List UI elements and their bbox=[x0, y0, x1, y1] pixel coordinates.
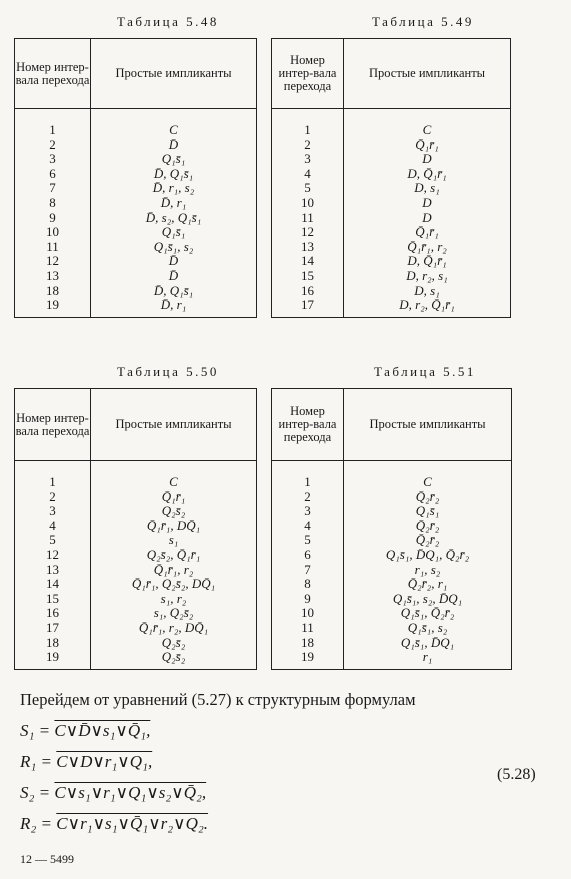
interval-number: 6 bbox=[304, 546, 311, 562]
equation-number: (5.28) bbox=[497, 766, 536, 783]
formula-lhs: S₂ bbox=[20, 783, 35, 802]
interval-number: 12 bbox=[301, 224, 314, 240]
implicant-cell: Q̄₁r̄₁, Q₂s̄₂, DQ̄₁ bbox=[131, 576, 216, 592]
interval-number: 1 bbox=[304, 122, 311, 137]
implicant-cell: Q₁s̄₁ bbox=[161, 151, 186, 167]
table-title: Таблица 5.48 bbox=[117, 14, 219, 29]
implicant-cell: D̄, s₂, Q₁s̄₁ bbox=[145, 209, 202, 225]
interval-number: 16 bbox=[46, 605, 59, 621]
formula-lhs: R₂ bbox=[20, 814, 37, 833]
column-header-interval: Номер интер-вала перехода bbox=[272, 39, 344, 109]
interval-number: 15 bbox=[301, 267, 314, 283]
interval-numbers bbox=[272, 461, 343, 669]
interval-number: 15 bbox=[46, 590, 59, 606]
column-header-implicants: Простые импликанты bbox=[344, 39, 511, 109]
interval-number: 18 bbox=[301, 634, 314, 650]
formula-s1: S₁ = C∨D̄∨s₁∨Q̄₁, bbox=[20, 721, 151, 740]
interval-number: 9 bbox=[304, 590, 311, 606]
interval-number: 18 bbox=[46, 634, 59, 650]
implicant-cell: D, Q̄₁r̄₁ bbox=[407, 253, 447, 269]
interval-number: 2 bbox=[304, 488, 311, 504]
implicant-cell: D bbox=[422, 194, 432, 210]
interval-number: 10 bbox=[301, 194, 314, 210]
implicant-cell: Q̄₁r̄₁, r₂ bbox=[153, 561, 194, 577]
implicant-cell: s₁, r₂ bbox=[160, 590, 187, 606]
implicant-cell: Q̄₂r̄₂ bbox=[415, 532, 440, 548]
implicant-cell: D̄, r₁ bbox=[160, 194, 187, 210]
column-header-interval: Номер интер-вала перехода bbox=[15, 39, 91, 109]
interval-number: 3 bbox=[49, 503, 56, 519]
interval-number: 1 bbox=[49, 122, 56, 137]
column-header-implicants: Простые импликанты bbox=[91, 39, 257, 109]
implicant-cell: Q̄₂r̄₂ bbox=[415, 488, 440, 504]
formula-r1: R₁ = C∨D∨r₁∨Q₁, bbox=[20, 752, 153, 771]
interval-number: 10 bbox=[46, 224, 59, 240]
implicant-cell: D̄, Q₁s̄₁ bbox=[153, 165, 194, 181]
formula-lhs: S₁ bbox=[20, 721, 35, 740]
interval-number: 8 bbox=[304, 576, 311, 592]
implicant-cell: D bbox=[422, 209, 432, 225]
page-footer: 12 — 5499 bbox=[20, 852, 74, 866]
interval-number: 6 bbox=[49, 165, 56, 181]
formula-s2: S₂ = C∨s₁∨r₁∨Q₁∨s₂∨Q̄₂, bbox=[20, 783, 207, 802]
formula-rhs: C∨r₁∨s₁∨Q̄₁∨r₂∨Q₂. bbox=[56, 814, 209, 833]
interval-number: 7 bbox=[49, 180, 56, 196]
interval-number: 11 bbox=[46, 238, 59, 254]
implicant-cell: D, s₁ bbox=[414, 180, 440, 196]
interval-numbers bbox=[15, 461, 90, 669]
interval-number: 3 bbox=[304, 151, 311, 167]
interval-number: 19 bbox=[301, 649, 314, 665]
interval-number: 1 bbox=[304, 474, 311, 489]
interval-number: 5 bbox=[49, 532, 56, 548]
implicant-cell: D̄ bbox=[168, 253, 179, 269]
implicant-cell: Q̄₁r̄₁ bbox=[415, 136, 439, 152]
implicant-cell: s₁ bbox=[168, 532, 179, 548]
interval-number: 17 bbox=[46, 619, 59, 635]
implicant-cell: Q̄₁r̄₁ bbox=[415, 224, 439, 240]
interval-number: 12 bbox=[46, 253, 59, 269]
implicants-table bbox=[271, 388, 512, 670]
table-title: Таблица 5.51 bbox=[374, 364, 476, 379]
interval-number: 19 bbox=[46, 649, 59, 665]
interval-number: 12 bbox=[46, 546, 59, 562]
implicant-cell: Q₁s̄₁, Q̄₂r̄₂ bbox=[400, 605, 455, 621]
implicant-cell: Q̄₂r̄₂, r₁ bbox=[407, 576, 448, 592]
implicant-cell: Q₁s̄₁, s₂, D̄Q₁ bbox=[392, 590, 463, 606]
interval-number: 16 bbox=[301, 282, 314, 298]
table-title: Таблица 5.49 bbox=[372, 14, 474, 29]
implicant-cell: D, r₂, s₁ bbox=[406, 267, 448, 283]
interval-number: 2 bbox=[49, 488, 56, 504]
interval-number: 18 bbox=[46, 282, 59, 298]
implicant-cell: C bbox=[169, 474, 178, 489]
interval-number: 2 bbox=[304, 136, 311, 152]
interval-number: 9 bbox=[49, 209, 56, 225]
implicant-cell: D, Q̄₁r̄₁ bbox=[407, 165, 447, 181]
formula-lhs: R₁ bbox=[20, 752, 37, 771]
implicant-list bbox=[344, 461, 511, 669]
interval-number: 13 bbox=[46, 267, 59, 283]
interval-number: 10 bbox=[301, 605, 314, 621]
interval-number: 13 bbox=[301, 238, 314, 254]
implicants-table bbox=[14, 38, 257, 318]
implicant-list bbox=[344, 109, 510, 317]
implicant-cell: Q̄₂r̄₂ bbox=[415, 517, 440, 533]
interval-number: 11 bbox=[301, 209, 314, 225]
interval-numbers bbox=[15, 109, 90, 317]
implicant-cell: D bbox=[422, 151, 432, 167]
implicant-list bbox=[91, 109, 256, 317]
interval-number: 5 bbox=[304, 180, 311, 196]
interval-numbers bbox=[272, 109, 343, 317]
implicant-cell: Q₂s̄₂ bbox=[161, 649, 186, 665]
implicant-cell: C bbox=[422, 122, 432, 137]
interval-number: 4 bbox=[49, 517, 56, 533]
implicant-cell: Q₂s̄₂ bbox=[161, 634, 186, 650]
interval-number: 3 bbox=[304, 503, 311, 519]
interval-number: 11 bbox=[301, 619, 314, 635]
interval-number: 14 bbox=[46, 576, 59, 592]
interval-number: 17 bbox=[301, 297, 314, 313]
implicant-cell: Q̄₁r̄₁, r₂, DQ̄₁ bbox=[138, 619, 209, 635]
implicant-cell: s₁, Q₂s̄₂ bbox=[153, 605, 194, 621]
interval-number: 4 bbox=[304, 165, 311, 181]
implicant-cell: D̄ bbox=[168, 136, 179, 152]
column-header-implicants: Простые импликанты bbox=[91, 389, 257, 461]
interval-number: 5 bbox=[304, 532, 311, 548]
interval-number: 14 bbox=[301, 253, 314, 269]
formula-rhs: C∨D∨r₁∨Q₁, bbox=[56, 752, 153, 771]
implicant-cell: Q₂s̄₂ bbox=[161, 503, 186, 519]
implicant-cell: Q₁s̄₁ bbox=[415, 503, 440, 519]
implicant-cell: D̄ bbox=[168, 267, 179, 283]
intro-paragraph: Перейдем от уравнений (5.27) к структурным формулам bbox=[20, 690, 416, 709]
interval-number: 1 bbox=[49, 474, 56, 489]
formula-rhs: C∨s₁∨r₁∨Q₁∨s₂∨Q̄₂, bbox=[54, 783, 207, 802]
implicant-cell: D̄, Q₁s̄₁ bbox=[153, 282, 194, 298]
implicant-cell: Q₁s̄₁, s₂ bbox=[153, 238, 194, 254]
interval-number: 7 bbox=[304, 561, 311, 577]
implicant-cell: D̄, r₁ bbox=[160, 297, 187, 313]
implicant-cell: C bbox=[423, 474, 432, 489]
formula-rhs: C∨D̄∨s₁∨Q̄₁, bbox=[54, 721, 151, 740]
implicant-cell: r₁, s₂ bbox=[414, 561, 441, 577]
implicant-cell: Q₁s̄₁ bbox=[161, 224, 186, 240]
implicant-cell: Q₁s̄₁, s₂ bbox=[407, 619, 448, 635]
implicant-cell: D, s₁ bbox=[414, 282, 440, 298]
implicant-list bbox=[91, 461, 256, 669]
implicant-cell: Q̄₁r̄₁ bbox=[161, 488, 186, 504]
formula-r2: R₂ = C∨r₁∨s₁∨Q̄₁∨r₂∨Q₂. bbox=[20, 814, 209, 833]
implicant-cell: Q₁s̄₁, D̄Q₁ bbox=[400, 634, 455, 650]
implicant-cell: D, r₂, Q̄₁r̄₁ bbox=[399, 297, 455, 313]
implicant-cell: r₁ bbox=[422, 649, 433, 665]
implicant-cell: Q₂s̄₂, Q̄₁r̄₁ bbox=[146, 546, 201, 562]
table-title: Таблица 5.50 bbox=[117, 364, 219, 379]
column-header-interval: Номер интер-вала перехода bbox=[272, 389, 344, 461]
interval-number: 3 bbox=[49, 151, 56, 167]
implicant-cell: C bbox=[169, 122, 178, 137]
implicant-cell: Q̄₁r̄₁, DQ̄₁ bbox=[146, 517, 201, 533]
column-header-implicants: Простые импликанты bbox=[344, 389, 512, 461]
interval-number: 8 bbox=[49, 194, 56, 210]
implicant-cell: D̄, r₁, s₂ bbox=[152, 180, 195, 196]
implicant-cell: Q₁s̄₁, D̄Q₁, Q̄₂r̄₂ bbox=[385, 546, 470, 562]
column-header-interval: Номер интер-вала перехода bbox=[15, 389, 91, 461]
interval-number: 13 bbox=[46, 561, 59, 577]
interval-number: 4 bbox=[304, 517, 311, 533]
interval-number: 2 bbox=[49, 136, 56, 152]
implicant-cell: Q̄₁r̄₁, r₂ bbox=[407, 238, 447, 254]
interval-number: 19 bbox=[46, 297, 59, 313]
implicants-table bbox=[14, 388, 257, 670]
implicants-table bbox=[271, 38, 511, 318]
